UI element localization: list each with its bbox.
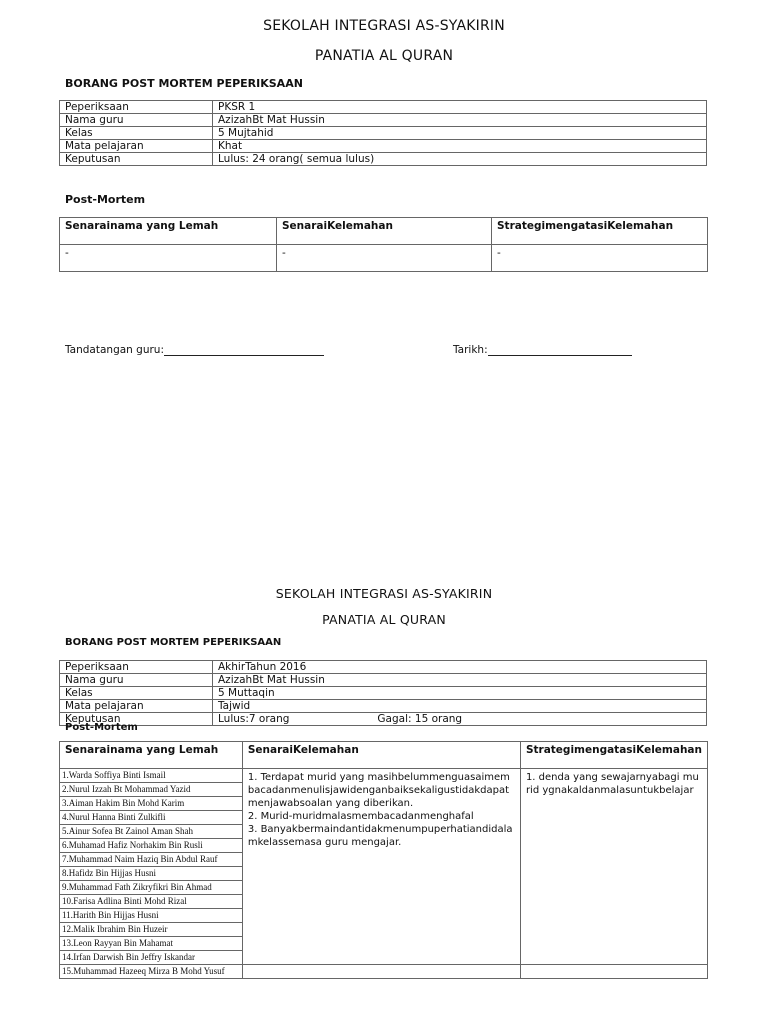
student-name: 4.Nurul Hanna Binti Zulkifli <box>60 811 242 825</box>
list-item <box>60 909 242 923</box>
list-item <box>60 797 242 811</box>
list-item <box>60 769 242 783</box>
date-line <box>488 345 632 356</box>
info-row <box>60 661 707 674</box>
cell-weaknesses: 1. Terdapat murid yang masihbelummenguasaimembacadanmenulisjawidenganbaiksekaligustidakdapatmenjawabsoalan yang diberikan. 2. Murid-muridmalasmembacadanmenghafal 3. Banyakbermaindantidakmenumpuperhatiandidalamkelassemasa guru mengajar. <box>242 769 520 965</box>
list-item <box>60 951 242 965</box>
col-header-weaknesses: SenaraiKelemahan <box>242 742 520 769</box>
student-name: 6.Muhamad Hafiz Norhakim Bin Rusli <box>60 839 242 853</box>
student-name: 2.Nurul Izzah Bt Mohammad Yazid <box>60 783 242 797</box>
info-value: Lulus: 24 orang( semua lulus) <box>213 153 707 166</box>
info-row <box>60 114 707 127</box>
info-value: 5 Muttaqin <box>213 687 707 700</box>
doc1-form-title: BORANG POST MORTEM PEPERIKSAAN <box>65 77 303 90</box>
info-row <box>60 687 707 700</box>
doc2-info-table <box>59 660 707 726</box>
date-label: Tarikh: <box>453 344 488 356</box>
list-item <box>60 923 242 937</box>
col-header-strategies: StrategimengatasiKelemahan <box>520 742 707 769</box>
cell-empty <box>520 965 707 979</box>
info-row <box>60 153 707 166</box>
student-name: 5.Ainur Sofea Bt Zainol Aman Shah <box>60 825 242 839</box>
doc2-school-title: SEKOLAH INTEGRASI AS-SYAKIRIN <box>275 586 493 601</box>
col-header-strategies: StrategimengatasiKelemahan <box>492 218 708 245</box>
info-row <box>60 713 707 726</box>
cell-last-name: 15.Muhammad Hazeeq Mirza B Mohd Yusuf <box>60 965 243 979</box>
result-pass: Lulus:7 orang <box>218 713 290 725</box>
info-label: Peperiksaan <box>60 101 213 114</box>
info-value: AzizahBt Mat Hussin <box>213 114 707 127</box>
info-label: Peperiksaan <box>60 661 213 674</box>
cell-strategies: - <box>492 245 708 272</box>
student-name: 7.Muhammad Naim Haziq Bin Abdul Rauf <box>60 853 242 867</box>
list-item <box>60 881 242 895</box>
col-header-weaknesses: SenaraiKelemahan <box>277 218 492 245</box>
list-item <box>60 783 242 797</box>
cell-empty <box>242 965 520 979</box>
list-item <box>60 895 242 909</box>
student-name: 14.Irfan Darwish Bin Jeffry Iskandar <box>62 952 196 962</box>
student-name: 8.Hafidz Bin Hijjas Husni <box>60 867 242 881</box>
info-value: Khat <box>213 140 707 153</box>
result-fail: Gagal: 15 orang <box>377 713 463 725</box>
cell-weaknesses: - <box>277 245 492 272</box>
cell-strategies: 1. denda yang sewajarnyabagi murid ygnakaldanmalasuntukbelajar <box>520 769 707 965</box>
col-header-names: Senarainama yang Lemah <box>60 218 277 245</box>
list-item <box>60 853 242 867</box>
info-row <box>60 140 707 153</box>
doc1-date <box>453 344 632 356</box>
doc1-school-title: SEKOLAH INTEGRASI AS-SYAKIRIN <box>263 18 505 34</box>
info-value: 5 Mujtahid <box>213 127 707 140</box>
info-row <box>60 101 707 114</box>
student-name: 12.Malik Ibrahim Bin Huzeir <box>60 923 242 937</box>
list-item <box>60 937 242 951</box>
info-row <box>60 674 707 687</box>
cell-names: - <box>60 245 277 272</box>
signature-line <box>164 345 324 356</box>
student-name: 10.Farisa Adlina Binti Mohd Rizal <box>60 895 242 909</box>
header-row <box>60 218 708 245</box>
student-name: 9.Muhammad Fath Zikryfikri Bin Ahmad <box>60 881 242 895</box>
col-header-names: Senarainama yang Lemah <box>60 742 243 769</box>
info-row <box>60 700 707 713</box>
info-label: Keputusan <box>60 713 213 726</box>
doc2-form-title: BORANG POST MORTEM PEPERIKSAAN <box>65 637 282 648</box>
info-value: PKSR 1 <box>213 101 707 114</box>
info-label: Nama guru <box>60 114 213 127</box>
info-value: AzizahBt Mat Hussin <box>213 674 707 687</box>
list-item <box>60 839 242 853</box>
signature-label: Tandatangan guru: <box>65 344 164 356</box>
list-item <box>60 811 242 825</box>
table-row <box>60 245 708 272</box>
list-item <box>60 825 242 839</box>
doc1-postmortem-title: Post-Mortem <box>65 193 146 206</box>
student-name: 1.Warda Soffiya Binti Ismail <box>60 769 242 783</box>
doc2-postmortem-table <box>59 741 708 979</box>
doc1-signature <box>65 344 324 356</box>
names-list <box>60 769 242 964</box>
info-value <box>213 713 707 726</box>
doc1-postmortem-table <box>59 217 708 272</box>
doc1-panel-title: PANATIA AL QURAN <box>314 48 454 64</box>
student-name: 13.Leon Rayyan Bin Mahamat <box>60 937 242 951</box>
list-item <box>60 867 242 881</box>
info-label: Kelas <box>60 127 213 140</box>
table-row <box>60 965 708 979</box>
info-label: Keputusan <box>60 153 213 166</box>
student-name: 3.Aiman Hakim Bin Mohd Karim <box>60 797 242 811</box>
doc2-panel-title: PANATIA AL QURAN <box>322 612 446 627</box>
info-value: Tajwid <box>213 700 707 713</box>
doc2-postmortem-title: Post-Mortem <box>65 722 138 733</box>
table-row <box>60 769 708 965</box>
info-label: Mata pelajaran <box>60 700 213 713</box>
info-label: Kelas <box>60 687 213 700</box>
student-name: 11.Harith Bin Hijjas Husni <box>60 909 242 923</box>
info-label: Nama guru <box>60 674 213 687</box>
info-label: Mata pelajaran <box>60 140 213 153</box>
cell-names <box>60 769 243 965</box>
info-value: AkhirTahun 2016 <box>213 661 707 674</box>
doc1-info-table <box>59 100 707 166</box>
info-row <box>60 127 707 140</box>
header-row <box>60 742 708 769</box>
